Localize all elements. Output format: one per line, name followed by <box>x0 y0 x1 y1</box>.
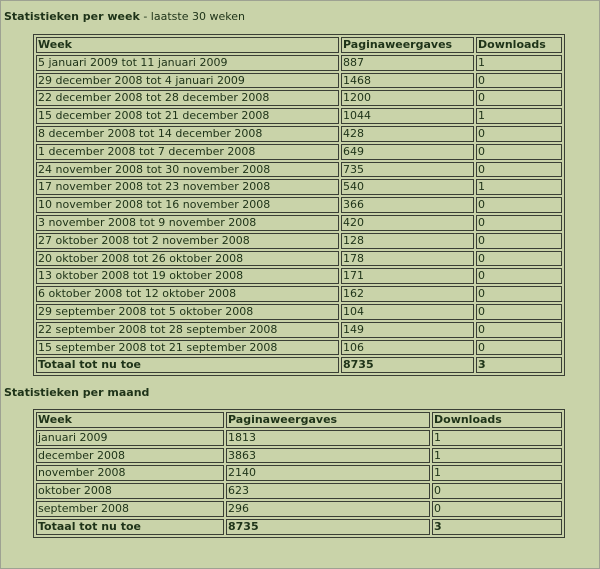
column-header-week: Week <box>36 37 339 53</box>
cell-week: 5 januari 2009 tot 11 januari 2009 <box>36 55 339 71</box>
cell-pageviews: 735 <box>341 162 474 178</box>
cell-week: 20 oktober 2008 tot 26 oktober 2008 <box>36 251 339 267</box>
cell-week: september 2008 <box>36 501 224 517</box>
cell-downloads: 0 <box>476 233 562 249</box>
cell-pageviews: 428 <box>341 126 474 142</box>
total-downloads: 3 <box>432 519 562 535</box>
cell-downloads: 0 <box>476 197 562 213</box>
cell-pageviews: 887 <box>341 55 474 71</box>
cell-downloads: 1 <box>476 179 562 195</box>
column-header-pageviews: Paginaweergaves <box>226 412 430 428</box>
cell-pageviews: 178 <box>341 251 474 267</box>
column-header-week: Week <box>36 412 224 428</box>
cell-pageviews: 1044 <box>341 108 474 124</box>
cell-downloads: 0 <box>476 162 562 178</box>
cell-pageviews: 649 <box>341 144 474 160</box>
cell-downloads: 0 <box>476 144 562 160</box>
cell-downloads: 1 <box>476 55 562 71</box>
column-header-downloads: Downloads <box>476 37 562 53</box>
cell-week: 22 december 2008 tot 28 december 2008 <box>36 90 339 106</box>
cell-week: 15 september 2008 tot 21 september 2008 <box>36 340 339 356</box>
total-week: Totaal tot nu toe <box>36 357 339 373</box>
cell-pageviews: 162 <box>341 286 474 302</box>
weekly-stats-title: Statistieken per week <box>4 10 140 23</box>
monthly-stats-table <box>33 409 565 538</box>
cell-week: 6 oktober 2008 tot 12 oktober 2008 <box>36 286 339 302</box>
cell-downloads: 0 <box>476 73 562 89</box>
cell-downloads: 0 <box>476 126 562 142</box>
cell-week: november 2008 <box>36 465 224 481</box>
cell-downloads: 0 <box>476 251 562 267</box>
cell-pageviews: 106 <box>341 340 474 356</box>
cell-downloads: 1 <box>432 430 562 446</box>
cell-pageviews: 3863 <box>226 448 430 464</box>
cell-week: 13 oktober 2008 tot 19 oktober 2008 <box>36 268 339 284</box>
cell-downloads: 0 <box>476 304 562 320</box>
column-header-downloads: Downloads <box>432 412 562 428</box>
cell-week: 27 oktober 2008 tot 2 november 2008 <box>36 233 339 249</box>
cell-week: 10 november 2008 tot 16 november 2008 <box>36 197 339 213</box>
cell-week: december 2008 <box>36 448 224 464</box>
cell-pageviews: 2140 <box>226 465 430 481</box>
weekly-stats-subtitle: - laatste 30 weken <box>143 10 245 23</box>
cell-pageviews: 1468 <box>341 73 474 89</box>
cell-week: 1 december 2008 tot 7 december 2008 <box>36 144 339 160</box>
cell-pageviews: 128 <box>341 233 474 249</box>
cell-week: 24 november 2008 tot 30 november 2008 <box>36 162 339 178</box>
column-header-pageviews: Paginaweergaves <box>341 37 474 53</box>
cell-downloads: 0 <box>432 501 562 517</box>
cell-pageviews: 171 <box>341 268 474 284</box>
cell-downloads: 0 <box>432 483 562 499</box>
cell-week: 3 november 2008 tot 9 november 2008 <box>36 215 339 231</box>
weekly-stats-table <box>33 34 565 376</box>
total-week: Totaal tot nu toe <box>36 519 224 535</box>
cell-week: 15 december 2008 tot 21 december 2008 <box>36 108 339 124</box>
cell-pageviews: 1813 <box>226 430 430 446</box>
cell-week: 29 september 2008 tot 5 oktober 2008 <box>36 304 339 320</box>
cell-week: 29 december 2008 tot 4 januari 2009 <box>36 73 339 89</box>
cell-downloads: 0 <box>476 268 562 284</box>
cell-downloads: 1 <box>432 448 562 464</box>
cell-downloads: 0 <box>476 286 562 302</box>
cell-downloads: 0 <box>476 340 562 356</box>
cell-pageviews: 366 <box>341 197 474 213</box>
cell-week: oktober 2008 <box>36 483 224 499</box>
cell-week: 22 september 2008 tot 28 september 2008 <box>36 322 339 338</box>
total-pageviews: 8735 <box>226 519 430 535</box>
total-downloads: 3 <box>476 357 562 373</box>
cell-week: januari 2009 <box>36 430 224 446</box>
cell-downloads: 1 <box>432 465 562 481</box>
cell-downloads: 0 <box>476 90 562 106</box>
cell-pageviews: 623 <box>226 483 430 499</box>
total-pageviews: 8735 <box>341 357 474 373</box>
monthly-stats-heading <box>4 386 149 400</box>
cell-week: 17 november 2008 tot 23 november 2008 <box>36 179 339 195</box>
cell-downloads: 1 <box>476 108 562 124</box>
cell-pageviews: 104 <box>341 304 474 320</box>
cell-pageviews: 149 <box>341 322 474 338</box>
monthly-stats-title: Statistieken per maand <box>4 386 150 399</box>
cell-week: 8 december 2008 tot 14 december 2008 <box>36 126 339 142</box>
cell-pageviews: 420 <box>341 215 474 231</box>
cell-downloads: 0 <box>476 322 562 338</box>
cell-pageviews: 296 <box>226 501 430 517</box>
cell-pageviews: 1200 <box>341 90 474 106</box>
weekly-stats-heading <box>4 10 245 24</box>
cell-downloads: 0 <box>476 215 562 231</box>
cell-pageviews: 540 <box>341 179 474 195</box>
